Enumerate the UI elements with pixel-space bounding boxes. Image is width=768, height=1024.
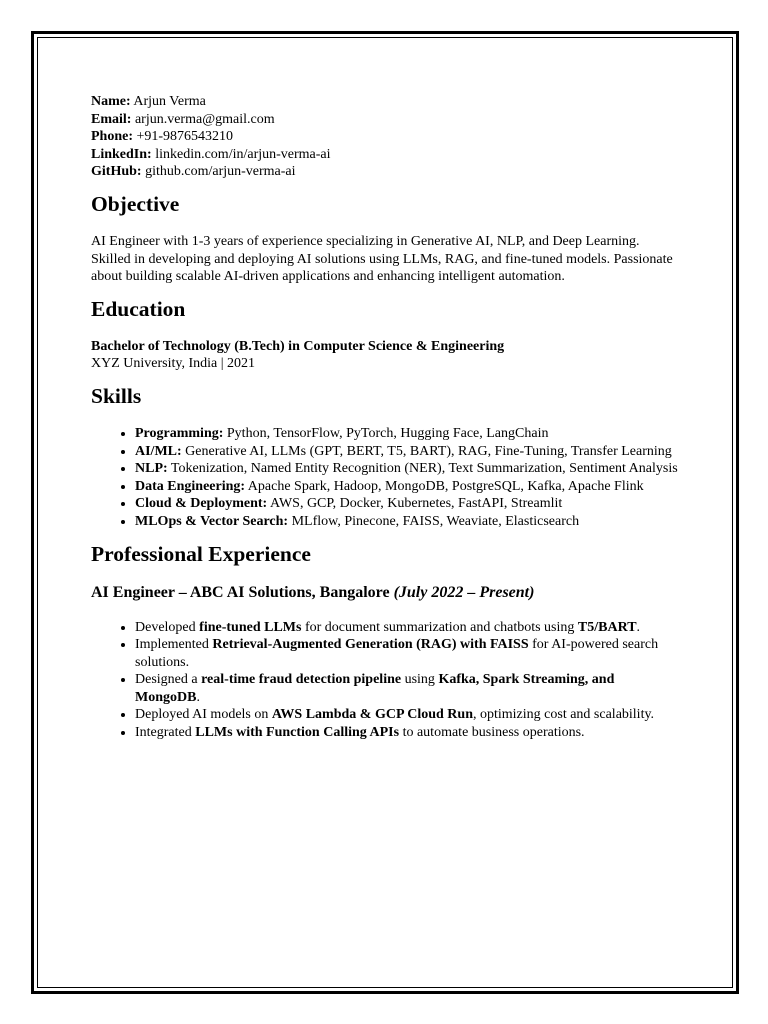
name-label: Name:: [91, 94, 131, 109]
skill-label: Data Engineering:: [135, 478, 246, 494]
education-institution: XYZ University, India | 2021: [91, 356, 256, 372]
contact-phone: [91, 128, 681, 146]
skill-text: Generative AI, LLMs (GPT, BERT, T5, BART), RAG, Fine-Tuning, Transfer Learning: [181, 443, 672, 459]
experience-item: • Deployed AI models on AWS Lambda & GCP Cloud Run, optimizing cost and scalability.: [135, 706, 681, 724]
skill-item: [135, 443, 681, 461]
objective-heading: Objective: [91, 191, 180, 216]
education-heading: Education: [91, 296, 186, 321]
experience-item: • Developed fine-tuned LLMs for document summarization and chatbots using T5/BART.: [135, 619, 681, 637]
linkedin-label: LinkedIn:: [91, 146, 152, 162]
skill-item: [135, 478, 681, 496]
experience-item: • Implemented Retrieval-Augmented Generation (RAG) with FAISS for AI-powered search solutions.: [135, 636, 681, 671]
skill-item: [135, 425, 681, 443]
skill-label: Cloud & Deployment:: [135, 496, 268, 512]
skill-text: Tokenization, Named Entity Recognition (NER), Text Summarization, Sentiment Analysis: [167, 461, 678, 477]
contact-github: [91, 163, 681, 181]
experience-item: • Designed a real-time fraud detection pipeline using Kafka, Spark Streaming, and MongoDB.: [135, 671, 681, 706]
skill-label: Programming:: [135, 425, 224, 441]
experience-item: • Integrated LLMs with Function Calling APIs to automate business operations.: [135, 724, 681, 742]
skill-label: NLP:: [135, 461, 168, 477]
skill-item: [135, 495, 681, 513]
skill-text: Python, TensorFlow, PyTorch, Hugging Face, LangChain: [223, 425, 549, 441]
linkedin-value: linkedin.com/in/arjun-verma-ai: [155, 146, 331, 162]
contact-block: [91, 93, 681, 181]
skill-text: AWS, GCP, Docker, Kubernetes, FastAPI, Streamlit: [267, 496, 563, 512]
skills-heading: Skills: [91, 383, 142, 408]
skill-item: [135, 460, 681, 478]
job-period: (July 2022 – Present): [393, 583, 535, 601]
skills-list: [91, 425, 681, 531]
job-title-text: AI Engineer – ABC AI Solutions, Bangalore: [91, 583, 390, 601]
phone-value: +91-9876543210: [136, 129, 234, 145]
phone-label: Phone:: [91, 129, 133, 145]
resume-content: [91, 93, 681, 742]
skill-text: Apache Spark, Hadoop, MongoDB, PostgreSQL, Kafka, Apache Flink: [245, 478, 644, 494]
email-label: Email:: [91, 111, 132, 127]
skill-item: [135, 513, 681, 531]
skill-label: AI/ML:: [135, 443, 182, 459]
email-value: arjun.verma@gmail.com: [134, 111, 275, 127]
contact-email: [91, 111, 681, 129]
experience-list: [91, 619, 681, 742]
contact-linkedin: [91, 146, 681, 164]
name-value: Arjun Verma: [133, 94, 206, 109]
skill-text: MLflow, Pinecone, FAISS, Weaviate, Elasticsearch: [288, 513, 580, 529]
education-degree: Bachelor of Technology (B.Tech) in Computer Science & Engineering: [91, 338, 505, 354]
github-label: GitHub:: [91, 164, 142, 180]
objective-text: AI Engineer with 1-3 years of experience specializing in Generative AI, NLP, and Deep Learning. Skilled in developing and deploying AI solutions using LLMs, RAG, and fine-tuned models. Passionate about building scalable AI-driven applications and enhancing intelligent automation.: [91, 233, 673, 285]
experience-heading: Professional Experience: [91, 541, 311, 566]
job-title: [91, 583, 681, 603]
github-value: github.com/arjun-verma-ai: [145, 164, 296, 180]
contact-name: [91, 93, 681, 111]
skill-label: MLOps & Vector Search:: [135, 513, 289, 529]
